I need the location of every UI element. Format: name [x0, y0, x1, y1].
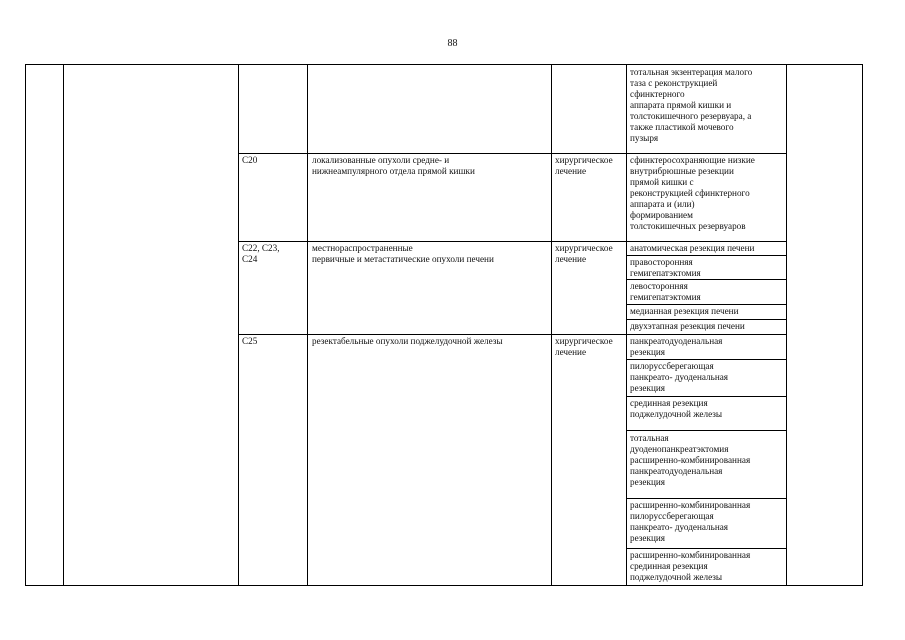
row-divider [626, 255, 786, 256]
treatment-table [25, 64, 863, 586]
method-cell: панкреатодуоденальная резекция [630, 336, 723, 357]
column-divider [63, 65, 64, 585]
method-cell: правосторонняя гемигепатэктомия [630, 257, 701, 278]
method-cell: расширенно-комбинированная пилоруссберегающая панкреато- дуоденальная резекция [630, 500, 751, 543]
diagnosis-cell: местнораспространенные первичные и метастатические опухоли печени [312, 243, 494, 264]
method-cell: медианная резекция печени [630, 306, 739, 316]
method-cell: пилоруссберегающая панкреато- дуоденальная резекция [630, 361, 729, 393]
method-cell: анатомическая резекция печени [630, 243, 755, 253]
row-divider [238, 334, 786, 335]
treatment-type-cell: хирургическое лечение [555, 155, 613, 176]
row-divider [626, 498, 786, 499]
diagnosis-code-cell: C20 [242, 155, 258, 165]
row-divider [238, 153, 786, 154]
row-divider [626, 359, 786, 360]
row-divider [626, 319, 786, 320]
method-cell: левосторонняя гемигепатэктомия [630, 281, 701, 302]
row-divider [626, 304, 786, 305]
diagnosis-code-cell: C25 [242, 336, 258, 346]
column-divider [238, 65, 239, 585]
row-divider [238, 241, 786, 242]
treatment-type-cell: хирургическое лечение [555, 243, 613, 264]
diagnosis-cell: резектабельные опухоли поджелудочной железы [312, 336, 503, 346]
method-cell: двухэтапная резекция печени [630, 321, 745, 331]
diagnosis-cell: локализованные опухоли средне- и нижнеампулярного отдела прямой кишки [312, 155, 475, 176]
page-number: 88 [447, 38, 458, 49]
column-divider [307, 65, 308, 585]
method-cell: тотальная экзентерация малого таза с реконструкцией сфинктерного аппарата прямой кишки и толстокишечного резервуара, а также пластикой мочевого пузыря [630, 67, 753, 143]
column-divider [626, 65, 627, 585]
column-divider [786, 65, 787, 585]
method-cell: тотальная дуоденопанкреатэктомия расширенно-комбинированная панкреатодуоденальная резекция [630, 433, 751, 487]
treatment-type-cell: хирургическое лечение [555, 336, 613, 357]
diagnosis-code-cell: C22, C23, C24 [242, 243, 280, 264]
method-cell: срединная резекция поджелудочной железы [630, 398, 723, 419]
row-divider [626, 396, 786, 397]
method-cell: расширенно-комбинированная срединная резекция поджелудочной железы [630, 550, 751, 582]
method-cell: сфинктеросохраняющие низкие внутрибрюшные резекции прямой кишки с реконструкцией сфинктерного аппарата и (или) формированием толстокишечных резервуаров [630, 155, 755, 231]
row-divider [626, 548, 786, 549]
column-divider [551, 65, 552, 585]
row-divider [626, 430, 786, 431]
row-divider [626, 279, 786, 280]
